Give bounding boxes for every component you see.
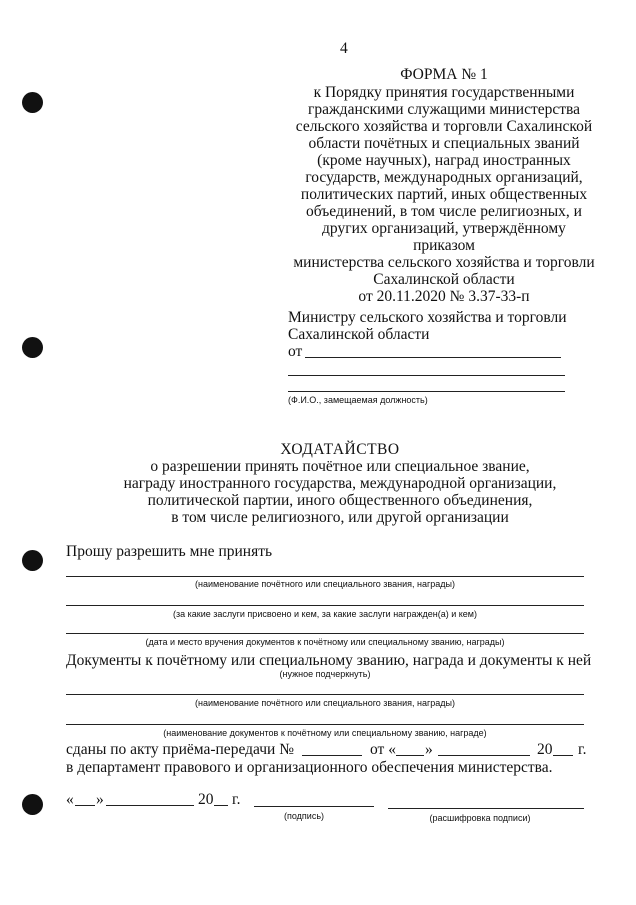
act-year-field[interactable] <box>553 755 573 756</box>
caption-award-name: (наименование почётного или специального звания, награды) <box>195 579 455 589</box>
petition-title: ХОДАТАЙСТВО <box>280 441 400 458</box>
form-description-line: от 20.11.2020 № 3.37-33-п <box>358 288 530 305</box>
punch-hole <box>22 92 43 113</box>
form-description-line: других организаций, утверждённому приказом <box>322 220 566 254</box>
request-text: Прошу разрешить мне принять <box>66 543 273 560</box>
handed-year: 20 <box>537 741 553 758</box>
sign-year: 20 <box>198 791 214 808</box>
form-description-line: государств, международных организаций, <box>305 169 583 186</box>
form-description-line: министерства сельского хозяйства и торговли <box>293 254 595 271</box>
act-month-field[interactable] <box>438 755 530 756</box>
department-text: в департамент правового и организационного обеспечения министерства. <box>66 759 553 776</box>
form-description-line: (кроме научных), наград иностранных <box>317 152 571 169</box>
petition-subtitle-line: политической партии, иного общественного объединения, <box>147 492 533 509</box>
caption-signature-decode: (расшифровка подписи) <box>429 813 531 823</box>
petition-subtitle-line: о разрешении принять почётное или специальное звание, <box>150 458 530 475</box>
form-description-line: области почётных и специальных званий <box>308 135 580 152</box>
signature-field[interactable] <box>254 806 374 807</box>
sign-month-field[interactable] <box>106 805 194 806</box>
from-fill-line-2[interactable] <box>288 375 565 376</box>
caption-documents-name: (наименование документов к почётному или специальному званию, награде) <box>163 728 487 738</box>
act-number-field[interactable] <box>302 755 362 756</box>
sign-day-field[interactable] <box>75 805 95 806</box>
award-name-line[interactable] <box>66 576 584 577</box>
handed-from: от « <box>370 741 396 758</box>
punch-hole <box>22 337 43 358</box>
from-fill-line[interactable] <box>305 357 561 358</box>
form-description-line: политических партий, иных общественных <box>300 186 588 203</box>
form-description-line: объединений, в том числе религиозных, и <box>306 203 582 220</box>
documents-text: Документы к почётному или специальному званию, награда и документы к ней <box>66 652 592 669</box>
date-place-line[interactable] <box>66 633 584 634</box>
caption-merits: (за какие заслуги присвоено и кем, за какие заслуги награжден(а) и кем) <box>173 609 477 619</box>
addressee-line1: Министру сельского хозяйства и торговли <box>288 309 567 326</box>
documents-name-line[interactable] <box>66 724 584 725</box>
form-description-line: гражданскими служащими министерства <box>307 101 581 118</box>
award-name-line-2[interactable] <box>66 694 584 695</box>
form-description-line: сельского хозяйства и торговли Сахалинской <box>295 118 593 135</box>
sign-year-field[interactable] <box>214 805 228 806</box>
punch-hole <box>22 550 43 571</box>
sign-year-suffix: г. <box>232 791 241 808</box>
punch-hole <box>22 794 43 815</box>
form-description-line: к Порядку принятия государственными <box>313 84 575 101</box>
petition-subtitle-line: награду иностранного государства, международной организации, <box>123 475 557 492</box>
signature-decode-field[interactable] <box>388 808 584 809</box>
act-day-field[interactable] <box>396 755 424 756</box>
form-title: ФОРМА № 1 <box>400 66 488 83</box>
form-description-line: Сахалинской области <box>373 271 515 288</box>
form-header <box>290 66 598 305</box>
sign-quote-close: » <box>96 791 104 808</box>
handed-prefix: сданы по акту приёма-передачи № <box>66 741 295 758</box>
petition-subtitle <box>60 458 620 526</box>
addressee-line2: Сахалинской области <box>288 326 430 343</box>
caption-signature: (подпись) <box>283 811 325 821</box>
from-fill-line-3[interactable] <box>288 391 565 392</box>
sign-quote-open: « <box>66 791 74 808</box>
caption-date-place: (дата и место вручения документов к почётному или специальному званию, награды) <box>145 637 505 647</box>
petition-subtitle-line: в том числе религиозного, или другой организации <box>171 509 509 526</box>
handed-quote-close: » <box>425 741 433 758</box>
handed-year-suffix: г. <box>578 741 587 758</box>
merits-line[interactable] <box>66 605 584 606</box>
caption-award-name-2: (наименование почётного или специального звания, награды) <box>195 698 455 708</box>
page-number: 4 <box>340 40 348 57</box>
underline-note: (нужное подчеркнуть) <box>279 669 371 679</box>
addressee-caption: (Ф.И.О., замещаемая должность) <box>288 395 428 405</box>
from-label: от <box>288 343 303 360</box>
